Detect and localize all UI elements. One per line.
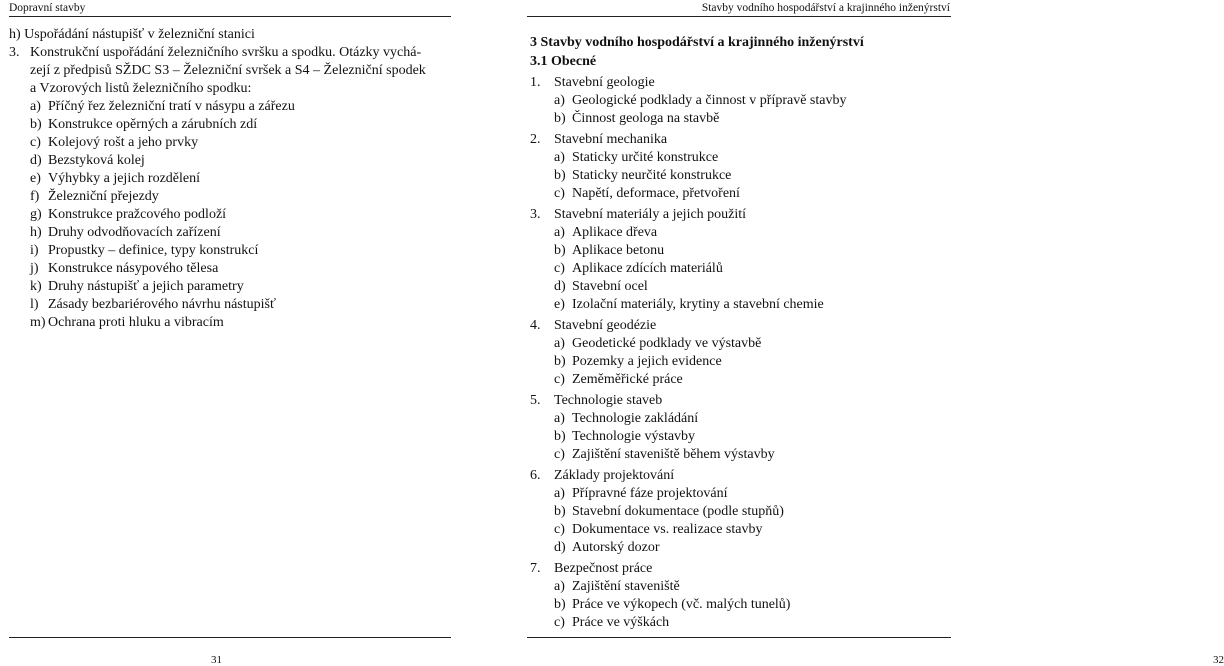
topic-item (530, 74, 655, 92)
topic-item (530, 317, 656, 335)
topic-subitem (554, 428, 695, 446)
topic-subitem (554, 335, 761, 353)
subitem-marker: a) (554, 150, 565, 165)
topic-subitem (554, 296, 824, 314)
topic-subitem (554, 578, 680, 596)
subitem-text: Propustky – definice, typy konstrukcí (48, 243, 259, 258)
section-heading (530, 34, 864, 52)
topic-title: Stavební mechanika (554, 132, 668, 147)
subitem-marker: a) (554, 486, 565, 501)
subitem-text: Ochrana proti hluku a vibracím (48, 315, 224, 330)
subitem-marker: b) (554, 354, 566, 369)
subitem-marker: k) (30, 279, 42, 294)
topic-item (530, 131, 667, 149)
topic-title: Stavební geologie (554, 75, 655, 90)
list-item-continuation (30, 80, 251, 98)
subitem-marker: j) (30, 261, 39, 276)
list-subitem (30, 152, 145, 170)
subitem-text: Stavební ocel (572, 279, 648, 294)
topic-subitem (554, 503, 784, 521)
topic-number: 1. (530, 75, 541, 90)
subitem-text: Pozemky a jejich evidence (572, 354, 722, 369)
topic-number: 6. (530, 468, 541, 483)
topic-item (530, 206, 746, 224)
topic-subitem (554, 185, 740, 203)
topic-subitem (554, 521, 762, 539)
list-subitem (30, 224, 221, 242)
topic-subitem (554, 371, 683, 389)
subitem-text: Zajištění staveniště (572, 579, 680, 594)
topic-title: Stavební geodézie (554, 318, 657, 333)
subitem-marker: b) (554, 243, 566, 258)
subitem-marker: c) (554, 186, 565, 201)
subitem-marker: d) (30, 153, 42, 168)
subitem-marker: h) (30, 225, 42, 240)
subitem-marker: f) (30, 189, 40, 204)
list-subitem (30, 188, 159, 206)
subitem-marker: d) (554, 279, 566, 294)
subitem-text: Konstrukce násypového tělesa (48, 261, 219, 276)
section-title: 3 Stavby vodního hospodářství a krajinného inženýrství (530, 35, 864, 50)
subitem-text: Kolejový rošt a jeho prvky (48, 135, 199, 150)
topic-subitem (554, 110, 719, 128)
subitem-marker: c) (554, 522, 565, 537)
subitem-text: Dokumentace vs. realizace stavby (572, 522, 763, 537)
subitem-text: Druhy odvodňovacích zařízení (48, 225, 221, 240)
list-subitem (30, 116, 257, 134)
topic-subitem (554, 278, 648, 296)
subitem-marker: e) (30, 171, 41, 186)
page-number: 31 (211, 654, 222, 666)
topic-subitem (554, 224, 657, 242)
subitem-text: Aplikace zdících materiálů (572, 261, 723, 276)
subitem-text: Zeměměřické práce (572, 372, 683, 387)
list-subitem (30, 206, 226, 224)
subitem-marker: a) (554, 225, 565, 240)
subitem-marker: c) (554, 261, 565, 276)
subitem-text: Bezstyková kolej (48, 153, 145, 168)
list-item-text: Konstrukční uspořádání železničního svršku a spodku. Otázky vychá- (30, 45, 422, 60)
subitem-text: Přípravné fáze projektování (572, 486, 728, 501)
list-item (9, 44, 421, 62)
list-subitem (30, 260, 218, 278)
topic-subitem (554, 485, 728, 503)
subitem-marker: c) (30, 135, 41, 150)
subitem-text: Aplikace dřeva (572, 225, 658, 240)
topic-subitem (554, 92, 846, 110)
list-number: 3. (9, 45, 20, 60)
topic-subitem (554, 242, 664, 260)
topic-number: 7. (530, 561, 541, 576)
subitem-text: Činnost geologa na stavbě (572, 111, 720, 126)
topic-subitem (554, 149, 718, 167)
subitem-text: Zajištění staveniště během výstavby (572, 447, 775, 462)
left-page (0, 0, 480, 666)
topic-title: Stavební materiály a jejich použití (554, 207, 747, 222)
topic-number: 3. (530, 207, 541, 222)
list-item-text: a Vzorových listů železničního spodku: (30, 81, 252, 96)
subitem-text: Práce ve výkopech (vč. malých tunelů) (572, 597, 791, 612)
subsection-heading (530, 53, 596, 71)
subitem-marker: g) (30, 207, 42, 222)
subitem-marker: b) (554, 504, 566, 519)
subitem-marker: b) (554, 597, 566, 612)
subitem-marker: c) (554, 447, 565, 462)
topic-item (530, 560, 652, 578)
subitem-text: Napětí, deformace, přetvoření (572, 186, 740, 201)
subitem-text: Autorský dozor (572, 540, 660, 555)
subitem-marker: l) (30, 297, 39, 312)
topic-item (530, 467, 674, 485)
subitem-marker: c) (554, 615, 565, 630)
list-item-text: h) Uspořádání nástupišť v železniční stanici (9, 27, 255, 42)
list-subitem (30, 170, 200, 188)
topic-number: 2. (530, 132, 541, 147)
subitem-marker: c) (554, 372, 565, 387)
list-item-continuation (30, 62, 426, 80)
topic-subitem (554, 353, 722, 371)
topic-title: Základy projektování (554, 468, 675, 483)
subitem-marker: b) (554, 429, 566, 444)
topic-subitem (554, 167, 731, 185)
subitem-marker: a) (554, 411, 565, 426)
topic-title: Bezpečnost práce (554, 561, 653, 576)
subitem-marker: e) (554, 297, 565, 312)
topic-number: 4. (530, 318, 541, 333)
subitem-text: Příčný řez železniční tratí v násypu a zářezu (48, 99, 295, 114)
list-subitem (30, 278, 244, 296)
subitem-text: Technologie zakládání (572, 411, 699, 426)
running-header: Stavby vodního hospodářství a krajinného inženýrství (701, 2, 950, 14)
subitem-text: Aplikace betonu (572, 243, 665, 258)
subitem-marker: a) (554, 579, 565, 594)
topic-subitem (554, 446, 775, 464)
subitem-marker: i) (30, 243, 39, 258)
subitem-text: Staticky určité konstrukce (572, 150, 719, 165)
subitem-marker: b) (30, 117, 42, 132)
topic-subitem (554, 260, 723, 278)
subitem-text: Výhybky a jejich rozdělení (48, 171, 201, 186)
subitem-marker: a) (554, 93, 565, 108)
subitem-marker: a) (554, 336, 565, 351)
subitem-text: Zásady bezbariérového návrhu nástupišť (48, 297, 276, 312)
header-rule (9, 16, 451, 17)
topic-number: 5. (530, 393, 541, 408)
header-rule (527, 16, 951, 17)
subsection-title: 3.1 Obecné (530, 54, 597, 69)
list-subitem (30, 98, 295, 116)
topic-subitem (554, 596, 790, 614)
page-number: 32 (1213, 654, 1224, 666)
list-subitem (30, 242, 258, 260)
footer-rule (9, 637, 451, 638)
subitem-text: Staticky neurčité konstrukce (572, 168, 732, 183)
topic-title: Technologie staveb (554, 393, 663, 408)
subitem-marker: b) (554, 111, 566, 126)
list-subitem (30, 314, 224, 332)
subitem-text: Geologické podklady a činnost v přípravě stavby (572, 93, 847, 108)
subitem-text: Stavební dokumentace (podle stupňů) (572, 504, 784, 519)
subitem-text: Geodetické podklady ve výstavbě (572, 336, 762, 351)
subitem-text: Železniční přejezdy (48, 189, 159, 204)
list-subitem (30, 134, 198, 152)
list-item (9, 26, 255, 44)
subitem-marker: d) (554, 540, 566, 555)
subitem-marker: a) (30, 99, 41, 114)
footer-rule (527, 637, 951, 638)
list-item-text: zejí z předpisů SŽDC S3 – Železniční svršek a S4 – Železniční spodek (30, 63, 426, 78)
subitem-text: Konstrukce pražcového podloží (48, 207, 227, 222)
subitem-text: Technologie výstavby (572, 429, 696, 444)
running-header: Dopravní stavby (9, 2, 86, 14)
subitem-text: Izolační materiály, krytiny a stavební chemie (572, 297, 824, 312)
list-subitem (30, 296, 276, 314)
right-page (480, 0, 1224, 666)
subitem-text: Konstrukce opěrných a zárubních zdí (48, 117, 258, 132)
subitem-text: Práce ve výškách (572, 615, 670, 630)
topic-subitem (554, 614, 669, 632)
topic-item (530, 392, 662, 410)
topic-subitem (554, 410, 698, 428)
subitem-text: Druhy nástupišť a jejich parametry (48, 279, 244, 294)
subitem-marker: b) (554, 168, 566, 183)
subitem-marker: m) (30, 315, 46, 330)
topic-subitem (554, 539, 660, 557)
